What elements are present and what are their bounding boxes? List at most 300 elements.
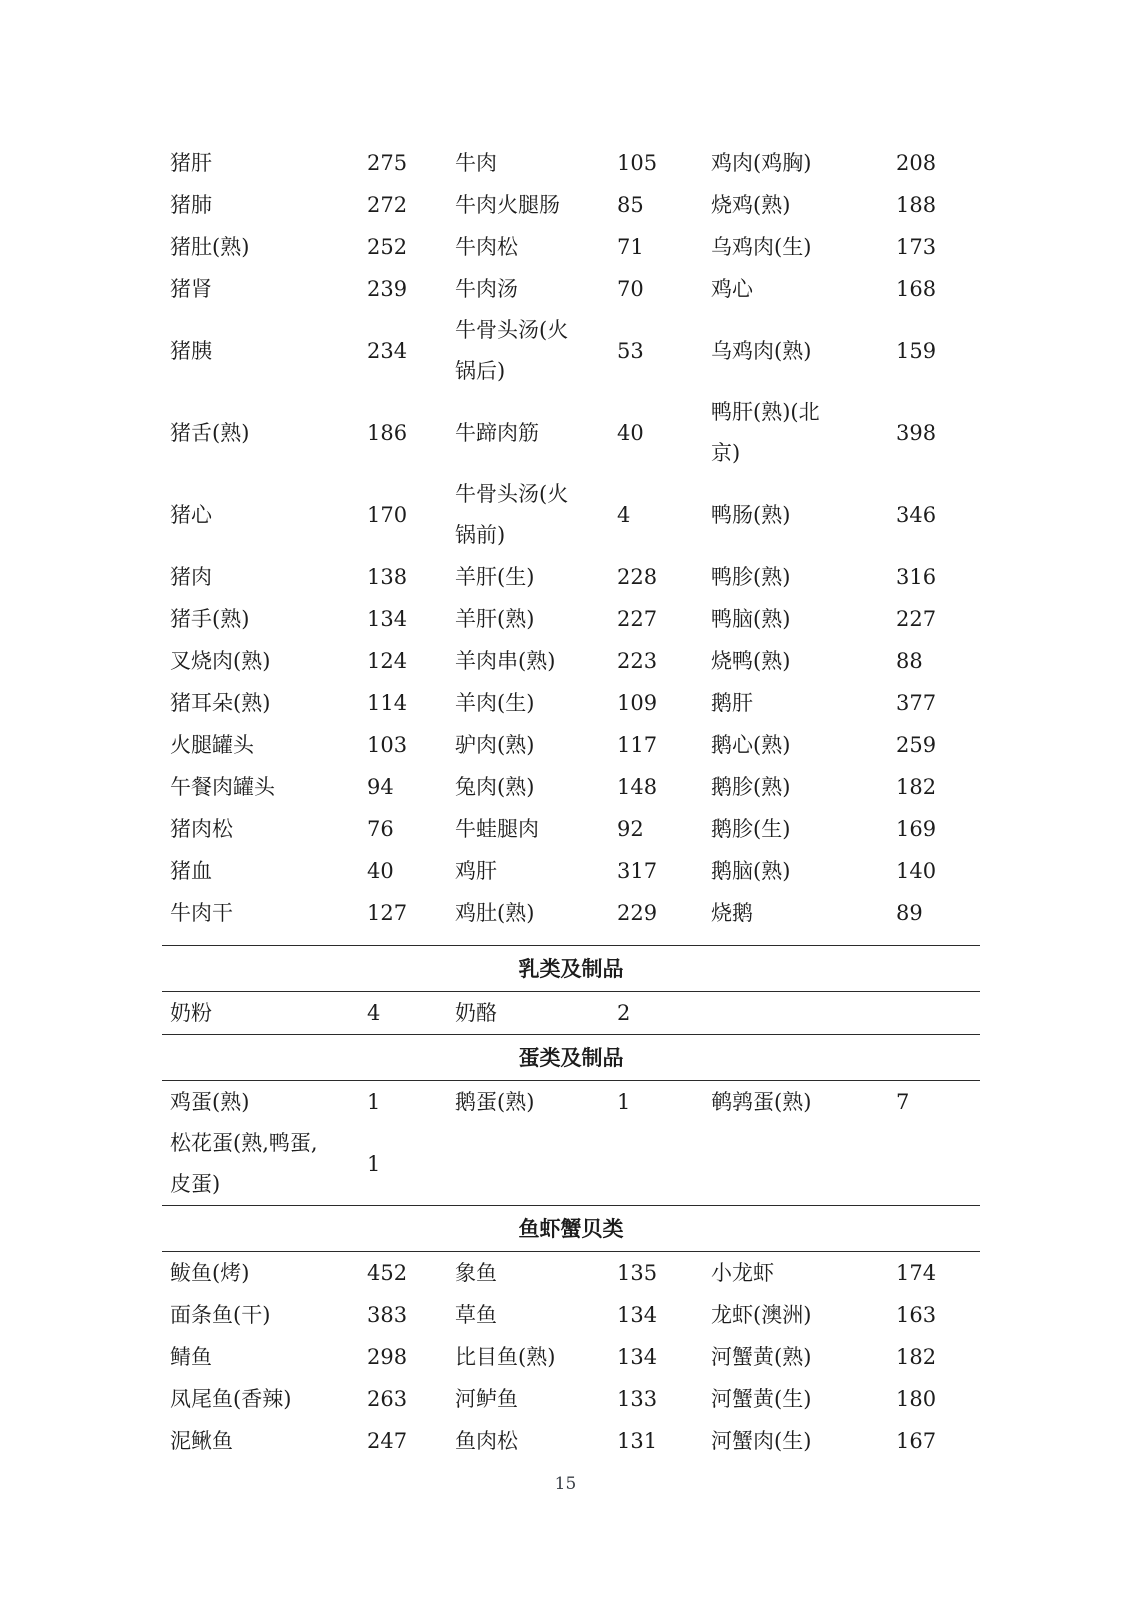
food-value-cell: [617, 557, 711, 598]
table-row: [162, 682, 980, 724]
food-item-cell: [455, 640, 617, 682]
food-item-cell: [711, 392, 896, 474]
food-item-cell: [455, 724, 617, 766]
food-item-cell: [455, 682, 617, 724]
food-item-label: 烧鹅: [711, 901, 753, 925]
food-value-cell: [617, 1337, 711, 1378]
food-item-label: 驴肉(熟): [455, 733, 535, 757]
food-item-cell: [162, 682, 367, 724]
food-item-value: 92: [617, 816, 644, 841]
table-row: [162, 474, 980, 556]
food-item-value: 316: [896, 564, 937, 589]
food-item-value: 188: [896, 192, 937, 217]
food-item-label: 猪耳朵(熟): [170, 691, 271, 715]
food-item-label: 鸡肝: [455, 859, 497, 883]
food-value-cell: [367, 1295, 455, 1336]
food-item-label: 鹅胗(熟): [711, 775, 791, 799]
food-item-value: 239: [367, 276, 408, 301]
food-item-label: 河蟹黄(熟): [711, 1345, 812, 1369]
table-row: [162, 850, 980, 892]
food-value-cell: [617, 1379, 711, 1420]
food-value-cell: [617, 495, 711, 536]
food-item-value: 452: [367, 1260, 408, 1285]
food-item-label: 猪肉松: [170, 817, 233, 841]
food-item-cell: [455, 1420, 617, 1462]
food-item-label: 羊肝(生): [455, 565, 535, 589]
food-item-value: 114: [367, 690, 408, 715]
food-value-cell: [367, 1379, 455, 1420]
table-row: [162, 268, 980, 310]
food-item-value: 227: [617, 606, 658, 631]
food-value-cell: [367, 599, 455, 640]
food-item-cell: [162, 1378, 367, 1420]
food-item-cell: [162, 1081, 367, 1123]
food-item-label: 猪肝: [170, 151, 212, 175]
food-item-label: 羊肉(生): [455, 691, 535, 715]
table-row: [162, 1252, 980, 1294]
food-value-cell: [617, 1082, 711, 1123]
food-item-cell: [162, 640, 367, 682]
food-item-cell: [711, 268, 896, 310]
food-item-cell: [711, 1378, 896, 1420]
food-item-cell: [455, 1081, 617, 1123]
food-item-value: 134: [617, 1302, 658, 1327]
food-item-label: 乌鸡肉(生): [711, 235, 812, 259]
food-value-cell: [617, 599, 711, 640]
food-item-value: 131: [617, 1428, 658, 1453]
food-item-label: 鸡心: [711, 277, 753, 301]
food-item-value: 398: [896, 420, 937, 445]
food-value-cell: [896, 557, 980, 598]
food-value-cell: [896, 809, 980, 850]
table-row: [162, 1336, 980, 1378]
page-number: 15: [554, 1474, 577, 1494]
food-item-cell: [162, 412, 367, 454]
food-item-value: 159: [896, 338, 937, 363]
food-item-cell: [711, 640, 896, 682]
food-item-value: 170: [367, 502, 408, 527]
food-item-cell: [162, 766, 367, 808]
table-section: [162, 142, 980, 934]
food-item-cell: [711, 682, 896, 724]
food-value-cell: [367, 725, 455, 766]
food-item-label: 鸭肠(熟): [711, 503, 791, 527]
table-row: [162, 892, 980, 934]
food-value-cell: [367, 641, 455, 682]
food-item-label: 小龙虾: [711, 1261, 774, 1285]
food-value-cell: [617, 641, 711, 682]
food-item-value: 1: [617, 1089, 631, 1114]
food-item-value: 377: [896, 690, 937, 715]
food-value-cell: [896, 725, 980, 766]
food-item-label: 鹅脑(熟): [711, 859, 791, 883]
food-item-value: 138: [367, 564, 408, 589]
food-value-cell: [367, 893, 455, 934]
food-item-label: 奶酪: [455, 1001, 497, 1025]
table-row: [162, 1378, 980, 1420]
food-item-cell: [711, 1420, 896, 1462]
food-value-cell: [896, 413, 980, 454]
food-item-cell: [711, 142, 896, 184]
food-value-cell: [896, 143, 980, 184]
food-item-label: 猪肾: [170, 277, 212, 301]
food-item-label: 牛蹄肉筋: [455, 421, 539, 445]
food-item-value: 4: [367, 1000, 381, 1025]
food-value-cell: [896, 641, 980, 682]
food-value-cell: [896, 1379, 980, 1420]
food-item-cell: [711, 330, 896, 372]
food-item-label: 牛肉松: [455, 235, 518, 259]
table-row: [162, 142, 980, 184]
food-item-value: 169: [896, 816, 937, 841]
food-item-label: 猪肉: [170, 565, 212, 589]
food-item-cell: [711, 1252, 896, 1294]
food-item-cell: [455, 992, 617, 1034]
food-item-value: 227: [896, 606, 937, 631]
food-item-value: 234: [367, 338, 408, 363]
food-table: [162, 142, 980, 1462]
food-value-cell: [367, 767, 455, 808]
food-item-cell: [455, 556, 617, 598]
food-item-value: 173: [896, 234, 937, 259]
food-item-label: 牛肉干: [170, 901, 233, 925]
food-item-cell: [711, 892, 896, 934]
food-item-label: 牛肉火腿肠: [455, 193, 560, 217]
food-item-label: 鸡肚(熟): [455, 901, 535, 925]
food-item-label: 鲭鱼: [170, 1345, 212, 1369]
food-item-cell: [162, 598, 367, 640]
food-item-value: 182: [896, 1344, 937, 1369]
food-item-value: 174: [896, 1260, 937, 1285]
table-row: [162, 1081, 980, 1123]
food-value-cell: [617, 185, 711, 226]
food-value-cell: [367, 331, 455, 372]
food-item-label: 鸡肉(鸡胸): [711, 151, 812, 175]
food-value-cell: [896, 851, 980, 892]
table-section: [162, 1034, 980, 1205]
food-item-value: 1: [367, 1089, 381, 1114]
food-item-value: 168: [896, 276, 937, 301]
food-item-value: 228: [617, 564, 658, 589]
food-item-value: 275: [367, 150, 408, 175]
food-value-cell: [367, 143, 455, 184]
food-item-label: 泥鳅鱼: [170, 1429, 233, 1453]
table-row: [162, 1294, 980, 1336]
food-item-value: 252: [367, 234, 408, 259]
food-item-value: 259: [896, 732, 937, 757]
food-item-label: 松花蛋(熟,鸭蛋,皮蛋): [170, 1131, 318, 1196]
food-item-label: 河鲈鱼: [455, 1387, 518, 1411]
food-item-cell: [455, 412, 617, 454]
food-value-cell: [896, 227, 980, 268]
food-item-label: 猪舌(熟): [170, 421, 250, 445]
food-item-label: 牛肉汤: [455, 277, 518, 301]
food-item-value: 229: [617, 900, 658, 925]
food-item-cell: [162, 992, 367, 1034]
food-item-label: 鹅胗(生): [711, 817, 791, 841]
food-item-cell: [162, 1294, 367, 1336]
food-item-value: 163: [896, 1302, 937, 1327]
food-item-label: 火腿罐头: [170, 733, 254, 757]
food-value-cell: [617, 725, 711, 766]
food-item-cell: [162, 724, 367, 766]
food-item-cell: [455, 808, 617, 850]
food-item-label: 鹅蛋(熟): [455, 1090, 535, 1114]
food-item-label: 面条鱼(干): [170, 1303, 271, 1327]
food-item-value: 53: [617, 338, 644, 363]
food-value-cell: [367, 185, 455, 226]
food-value-cell: [367, 269, 455, 310]
food-value-cell: [367, 1144, 455, 1185]
food-value-cell: [617, 413, 711, 454]
food-item-label: 比目鱼(熟): [455, 1345, 556, 1369]
food-item-cell: [455, 1252, 617, 1294]
food-item-value: 117: [617, 732, 658, 757]
food-value-cell: [367, 1337, 455, 1378]
food-item-cell: [162, 330, 367, 372]
section-header: 鱼虾蟹贝类: [162, 1205, 980, 1252]
food-value-cell: [367, 227, 455, 268]
food-item-label: 鹅肝: [711, 691, 753, 715]
food-value-cell: [896, 1082, 980, 1123]
food-item-value: 127: [367, 900, 408, 925]
food-item-label: 鲅鱼(烤): [170, 1261, 250, 1285]
food-value-cell: [617, 893, 711, 934]
table-row: [162, 992, 980, 1034]
table-row: [162, 766, 980, 808]
table-row: [162, 724, 980, 766]
food-item-cell: [162, 184, 367, 226]
food-item-label: 猪肺: [170, 193, 212, 217]
food-value-cell: [896, 767, 980, 808]
food-item-cell: [455, 850, 617, 892]
food-item-value: 140: [896, 858, 937, 883]
food-item-value: 298: [367, 1344, 408, 1369]
food-value-cell: [367, 851, 455, 892]
table-row: [162, 808, 980, 850]
food-value-cell: [617, 331, 711, 372]
food-item-label: 象鱼: [455, 1261, 497, 1285]
food-item-cell: [711, 556, 896, 598]
food-item-value: 40: [367, 858, 394, 883]
food-item-cell: [455, 226, 617, 268]
food-item-value: 85: [617, 192, 644, 217]
food-item-cell: [455, 474, 617, 556]
food-value-cell: [896, 683, 980, 724]
table-row: [162, 392, 980, 474]
food-item-value: 186: [367, 420, 408, 445]
food-item-value: 135: [617, 1260, 658, 1285]
food-item-cell: [455, 268, 617, 310]
food-item-value: 346: [896, 502, 937, 527]
food-item-label: 猪肚(熟): [170, 235, 250, 259]
food-item-label: 牛蛙腿肉: [455, 817, 539, 841]
table-row: [162, 310, 980, 392]
food-item-cell: [711, 850, 896, 892]
food-item-cell: [711, 598, 896, 640]
food-item-label: 猪血: [170, 859, 212, 883]
food-item-cell: [162, 1252, 367, 1294]
food-item-cell: [455, 1378, 617, 1420]
table-row: [162, 226, 980, 268]
food-item-label: 午餐肉罐头: [170, 775, 275, 799]
food-value-cell: [367, 413, 455, 454]
food-item-label: 草鱼: [455, 1303, 497, 1327]
food-value-cell: [896, 1421, 980, 1462]
table-row: [162, 184, 980, 226]
food-value-cell: [617, 683, 711, 724]
food-item-value: 208: [896, 150, 937, 175]
food-item-value: 272: [367, 192, 408, 217]
food-item-label: 牛骨头汤(火锅后): [455, 318, 569, 383]
food-item-cell: [711, 808, 896, 850]
food-item-cell: [711, 766, 896, 808]
food-item-label: 猪胰: [170, 339, 212, 363]
food-item-cell: [162, 142, 367, 184]
food-value-cell: [896, 185, 980, 226]
food-item-value: 7: [896, 1089, 910, 1114]
food-value-cell: [896, 269, 980, 310]
food-item-value: 133: [617, 1386, 658, 1411]
food-item-value: 124: [367, 648, 408, 673]
food-value-cell: [617, 1295, 711, 1336]
food-item-label: 猪手(熟): [170, 607, 250, 631]
table-row: [162, 640, 980, 682]
table-row: [162, 598, 980, 640]
food-item-value: 223: [617, 648, 658, 673]
food-value-cell: [617, 227, 711, 268]
food-item-value: 103: [367, 732, 408, 757]
food-item-label: 乌鸡肉(熟): [711, 339, 812, 363]
food-item-value: 247: [367, 1428, 408, 1453]
food-value-cell: [367, 495, 455, 536]
food-item-cell: [455, 310, 617, 392]
food-value-cell: [367, 557, 455, 598]
food-item-value: 180: [896, 1386, 937, 1411]
food-item-value: 2: [617, 1000, 631, 1025]
food-item-value: 134: [367, 606, 408, 631]
table-row: [162, 556, 980, 598]
food-item-label: 鹌鹑蛋(熟): [711, 1090, 812, 1114]
food-item-label: 牛骨头汤(火锅前): [455, 482, 569, 547]
food-value-cell: [617, 809, 711, 850]
food-item-value: 182: [896, 774, 937, 799]
table-section: [162, 1205, 980, 1462]
food-item-cell: [162, 556, 367, 598]
food-item-cell: [455, 766, 617, 808]
food-value-cell: [367, 1082, 455, 1123]
food-value-cell: [896, 893, 980, 934]
food-value-cell: [367, 993, 455, 1034]
food-item-value: 88: [896, 648, 923, 673]
food-value-cell: [367, 1421, 455, 1462]
food-value-cell: [617, 269, 711, 310]
food-item-cell: [162, 808, 367, 850]
food-item-cell: [711, 184, 896, 226]
food-item-value: 383: [367, 1302, 408, 1327]
food-item-cell: [162, 892, 367, 934]
food-item-cell: [162, 1123, 367, 1205]
food-item-label: 奶粉: [170, 1001, 212, 1025]
food-value-cell: [367, 1253, 455, 1294]
food-item-value: 89: [896, 900, 923, 925]
food-item-value: 148: [617, 774, 658, 799]
food-item-cell: [711, 1294, 896, 1336]
food-item-value: 109: [617, 690, 658, 715]
food-item-label: 鸭胗(熟): [711, 565, 791, 589]
food-item-label: 羊肝(熟): [455, 607, 535, 631]
food-item-cell: [455, 142, 617, 184]
food-item-label: 鸡蛋(熟): [170, 1090, 250, 1114]
food-item-label: 叉烧肉(熟): [170, 649, 271, 673]
food-value-cell: [896, 331, 980, 372]
food-item-label: 鱼肉松: [455, 1429, 518, 1453]
food-item-label: 鸭肝(熟)(北京): [711, 400, 820, 465]
food-item-value: 263: [367, 1386, 408, 1411]
food-item-label: 牛肉: [455, 151, 497, 175]
food-item-cell: [711, 494, 896, 536]
food-value-cell: [617, 851, 711, 892]
food-item-value: 76: [367, 816, 394, 841]
food-item-cell: [455, 598, 617, 640]
food-item-cell: [455, 1336, 617, 1378]
food-item-value: 40: [617, 420, 644, 445]
food-item-label: 烧鸭(熟): [711, 649, 791, 673]
food-value-cell: [896, 599, 980, 640]
food-value-cell: [896, 1253, 980, 1294]
table-row: [162, 1123, 980, 1205]
table-row: [162, 1420, 980, 1462]
section-header: 蛋类及制品: [162, 1034, 980, 1081]
food-value-cell: [896, 1295, 980, 1336]
food-value-cell: [617, 1253, 711, 1294]
food-item-value: 105: [617, 150, 658, 175]
food-item-cell: [711, 1081, 896, 1123]
food-item-cell: [162, 1336, 367, 1378]
food-item-label: 兔肉(熟): [455, 775, 535, 799]
food-item-label: 河蟹肉(生): [711, 1429, 812, 1453]
food-value-cell: [896, 495, 980, 536]
food-item-cell: [162, 226, 367, 268]
food-item-cell: [455, 892, 617, 934]
food-item-label: 龙虾(澳洲): [711, 1303, 812, 1327]
food-item-label: 鹅心(熟): [711, 733, 791, 757]
food-item-label: 羊肉串(熟): [455, 649, 556, 673]
food-item-value: 1: [367, 1151, 381, 1176]
food-item-value: 70: [617, 276, 644, 301]
food-item-label: 凤尾鱼(香辣): [170, 1387, 292, 1411]
food-item-cell: [162, 268, 367, 310]
table-section: [162, 945, 980, 1034]
food-item-value: 94: [367, 774, 394, 799]
food-item-label: 猪心: [170, 503, 212, 527]
food-value-cell: [896, 1337, 980, 1378]
food-item-value: 167: [896, 1428, 937, 1453]
food-item-cell: [162, 494, 367, 536]
food-item-cell: [455, 184, 617, 226]
food-item-cell: [711, 226, 896, 268]
food-item-cell: [711, 724, 896, 766]
food-item-value: 134: [617, 1344, 658, 1369]
food-item-cell: [711, 1336, 896, 1378]
food-item-cell: [162, 850, 367, 892]
food-value-cell: [617, 1421, 711, 1462]
food-value-cell: [367, 809, 455, 850]
food-value-cell: [617, 143, 711, 184]
food-item-label: 鸭脑(熟): [711, 607, 791, 631]
food-value-cell: [367, 683, 455, 724]
food-item-label: 烧鸡(熟): [711, 193, 791, 217]
